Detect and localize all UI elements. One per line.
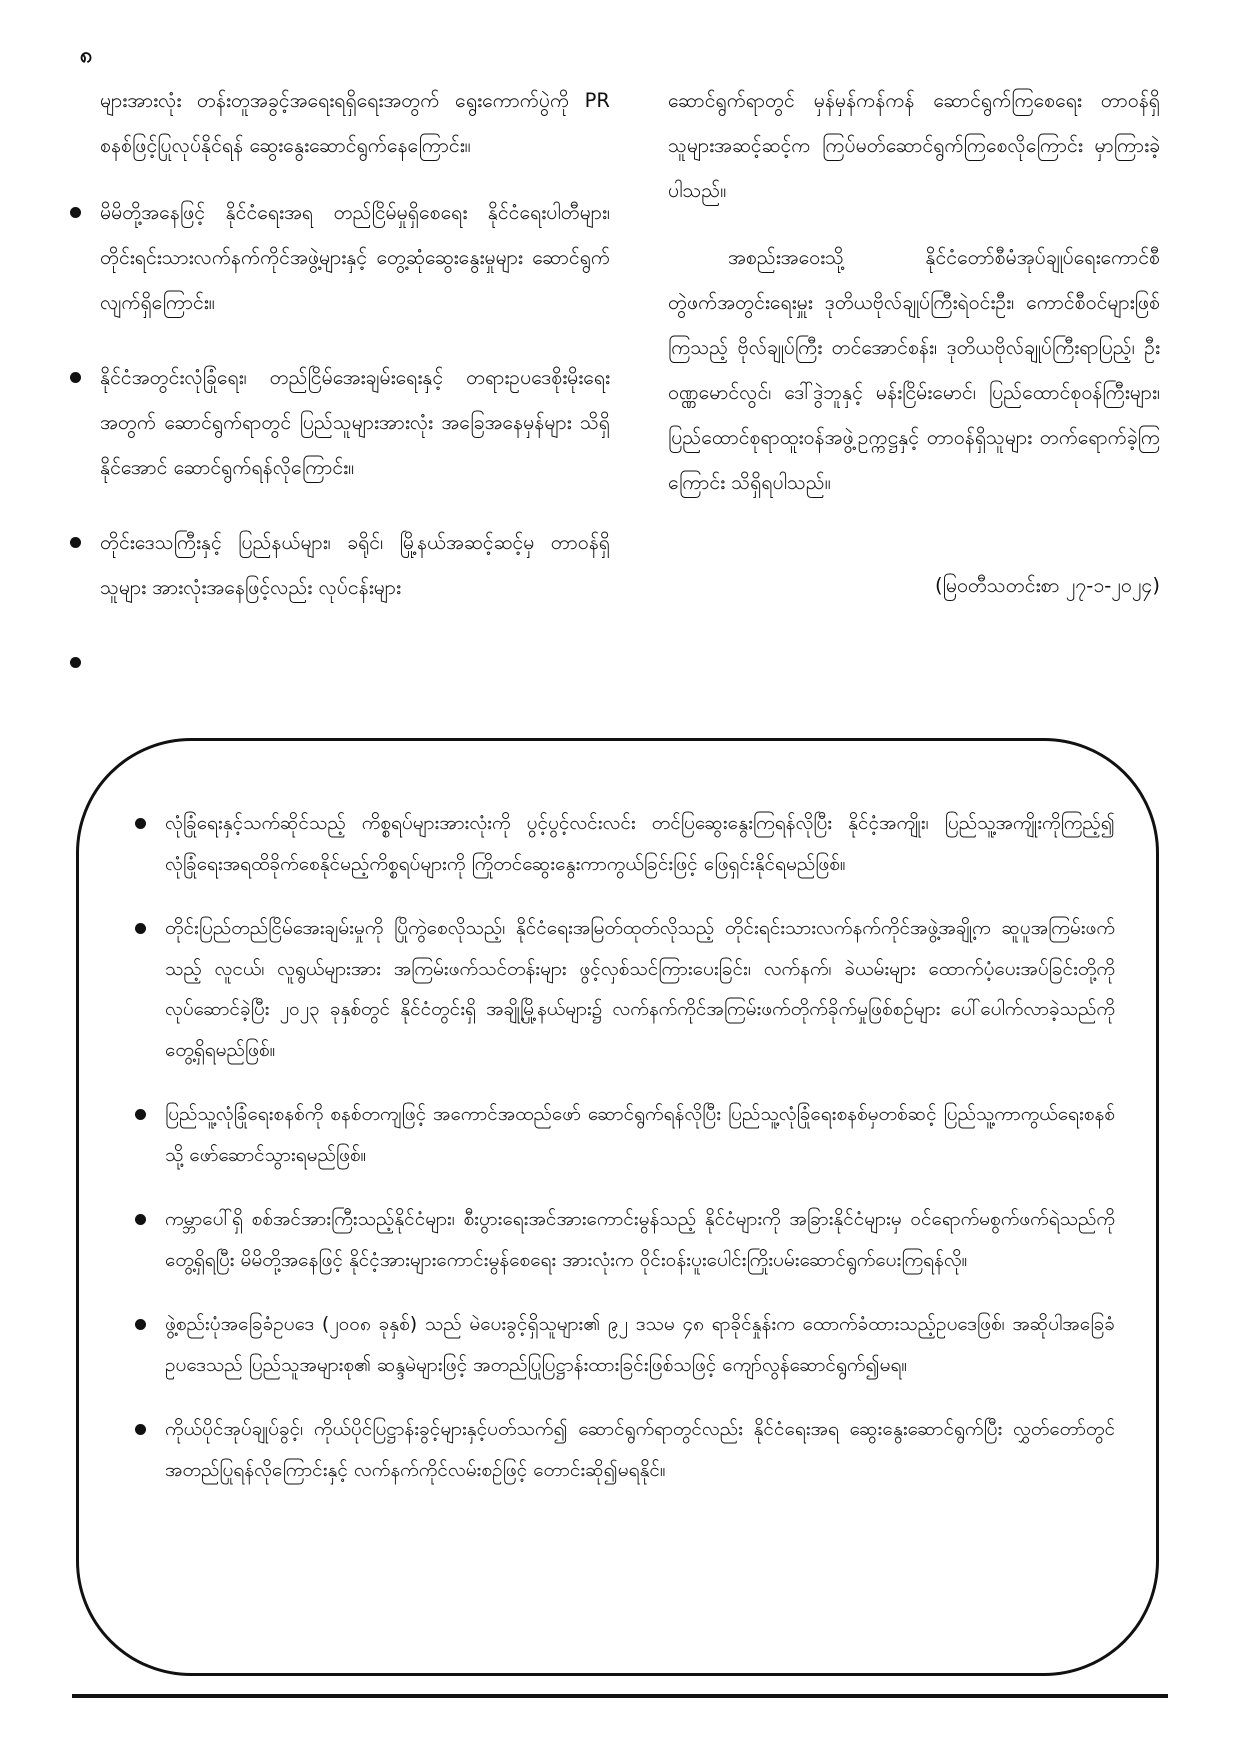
list-item (165, 1409, 1115, 1490)
list-item-text: ပြည်သူ့လုံခြုံရေးစနစ်ကို စနစ်တကျဖြင့် အကောင်အထည်ဖော် ဆောင်ရွက်ရန်လိုပြီး ပြည်သူ့လုံခြုံရေးစနစ်မှတစ်ဆင့် ပြည်သူ့ကာကွယ်ရေးစနစ်သို့ ဖော်ဆောင်သွားရမည်ဖြစ်။ (165, 1103, 1115, 1166)
right-column (668, 78, 1160, 630)
list-item-text: ကမ္ဘာပေါ်ရှိ စစ်အင်အားကြီးသည့်နိုင်ငံများ၊ စီးပွားရေးအင်အားကောင်းမွန်သည့် နိုင်ငံများကို အခြားနိုင်ငံများမှ ဝင်ရောက်မစွက်ဖက်ရဲသည်ကို တွေ့ရှိရပြီး မိမိတို့အနေဖြင့် နိုင်ငံ့အားများကောင်းမွန်စေရေး အားလုံးက ဝိုင်းဝန်းပူးပေါင်းကြိုးပမ်းဆောင်ရွက်ပေးကြရန်လို။ (165, 1208, 1115, 1271)
bullet-dot-icon (70, 372, 81, 383)
bullet-dot-icon (70, 207, 81, 218)
attendance-paragraph: အစည်းအဝေးသို့ နိုင်ငံတော်စီမံအုပ်ချုပ်ရေးကောင်စီတွဲဖက်အတွင်းရေးမှူး ဒုတိယဗိုလ်ချုပ်ကြီးရဲဝင်းဦး၊ ကောင်စီဝင်များဖြစ်ကြသည့် ဗိုလ်ချုပ်ကြီး တင်အောင်စန်း၊ ဒုတိယဗိုလ်ချုပ်ကြီးရာပြည့်၊ ဦးဝဏ္ဏမောင်လွင်၊ ဒေါ်ဒွဲဘူနှင့် မန်းငြိမ်းမောင်၊ ပြည်ထောင်စုဝန်ကြီးများ၊ ပြည်ထောင်စုရာထူးဝန်အဖွဲ့ဥက္ကဋ္ဌနှင့် တာဝန်ရှိသူများ တက်ရောက်ခဲ့ကြကြောင်း သိရှိရပါသည်။ (668, 246, 1160, 494)
page-number: ၈ (80, 43, 93, 68)
bullet-dot-icon (135, 1109, 146, 1120)
right-continuation-text: ဆောင်ရွက်ရာတွင် မှန်မှန်ကန်ကန် ဆောင်ရွက်ကြစေရေး တာဝန်ရှိသူများအဆင့်ဆင့်က ကြပ်မတ်ဆောင်ရွက်ကြစေလိုကြောင်း မှာကြားခဲ့ပါသည်။ (668, 89, 1160, 202)
list-item (165, 803, 1115, 884)
bullet-dot-icon (135, 1319, 146, 1330)
footer-divider (72, 1694, 1168, 1698)
list-item (165, 1199, 1115, 1280)
list-item (100, 520, 610, 610)
list-item (100, 355, 610, 490)
list-item-text: တိုင်းဒေသကြီးနှင့် ပြည်နယ်များ၊ ခရိုင်၊ မြို့နယ်အဆင့်ဆင့်မှ တာဝန်ရှိသူများ အားလုံးအနေဖြင့်လည်း လုပ်ငန်းများ (100, 531, 610, 599)
bullet-dot-icon (70, 657, 81, 668)
summary-box (76, 738, 1159, 1676)
list-item-text: လုံခြုံရေးနှင့်သက်ဆိုင်သည့် ကိစ္စရပ်များအားလုံးကို ပွင့်ပွင့်လင်းလင်း တင်ပြဆွေးနွေးကြရန်လိုပြီး နိုင်ငံ့အကျိုး၊ ပြည်သူ့အကျိုးကိုကြည့်၍ လုံခြုံရေးအရထိခိုက်စေနိုင်မည့်ကိစ္စရပ်များကို ကြိုတင်ဆွေးနွေးကာကွယ်ခြင်းဖြင့် ဖြေရှင်းနိုင်ရမည်ဖြစ်။ (165, 812, 1115, 875)
source-citation: (မြဝတီသတင်းစာ ၂၇-၁-၂၀၂၄) (934, 574, 1160, 597)
list-item (165, 908, 1115, 1070)
left-column (100, 78, 610, 640)
list-item-text: ဖွဲ့စည်းပုံအခြေခံဥပဒေ (၂၀၀၈ ခုနှစ်) သည် မဲပေးခွင့်ရှိသူများ၏ ၉၂ ဒသမ ၄၈ ရာခိုင်နှုန်းက ထောက်ခံထားသည့်ဥပဒေဖြစ်၊ အဆိုပါအခြေခံဥပဒေသည် ပြည်သူအများစု၏ ဆန္ဒမဲများဖြင့် အတည်ပြုပြဋ္ဌာန်းထားခြင်းဖြစ်သဖြင့် ကျော်လွန်ဆောင်ရွက်၍မရ။ (165, 1313, 1115, 1376)
left-bullet-list (100, 190, 610, 610)
bullet-dot-icon (135, 923, 146, 934)
list-item-text: တိုင်းပြည်တည်ငြိမ်အေးချမ်းမှုကို ပြိုကွဲစေလိုသည့်၊ နိုင်ငံရေးအမြတ်ထုတ်လိုသည့် တိုင်းရင်းသားလက်နက်ကိုင်အဖွဲ့အချို့က ဆူပူအကြမ်းဖက်သည့် လူငယ်၊ လူရွယ်များအား အကြမ်းဖက်သင်တန်းများ ဖွင့်လှစ်သင်ကြားပေးခြင်း၊ လက်နက်၊ ခဲယမ်းများ ထောက်ပံ့ပေးအပ်ခြင်းတို့ကို လုပ်ဆောင်ခဲ့ပြီး ၂၀၂၃ ခုနှစ်တွင် နိုင်ငံတွင်းရှိ အချို့မြို့နယ်များ၌ လက်နက်ကိုင်အကြမ်းဖက်တိုက်ခိုက်မှုဖြစ်စဉ်များ ပေါ်ပေါက်လာခဲ့သည်ကို တွေ့ရှိရမည်ဖြစ်။ (165, 917, 1115, 1061)
list-item-text: ကိုယ်ပိုင်အုပ်ချုပ်ခွင့်၊ ကိုယ်ပိုင်ပြဋ္ဌာန်းခွင့်များနှင့်ပတ်သက်၍ ဆောင်ရွက်ရာတွင်လည်း နိုင်ငံရေးအရ ဆွေးနွေးဆောင်ရွက်ပြီး လွှတ်တော်တွင်အတည်ပြုရန်လိုကြောင်းနှင့် လက်နက်ကိုင်လမ်းစဉ်ဖြင့် တောင်းဆို၍မရနိုင်။ (165, 1418, 1115, 1481)
bullet-dot-icon (135, 1424, 146, 1435)
bullet-dot-icon (70, 537, 81, 548)
bullet-dot-icon (135, 818, 146, 829)
list-item (165, 1304, 1115, 1385)
list-item-text: မိမိတို့အနေဖြင့် နိုင်ငံရေးအရ တည်ငြိမ်မှုရှိစေရေး နိုင်ငံရေးပါတီများ၊ တိုင်းရင်းသားလက်နက်ကိုင်အဖွဲ့များနှင့် တွေ့ဆုံဆွေးနွေးမှုများ ဆောင်ရွက်လျက်ရှိကြောင်း။ (100, 201, 610, 314)
list-item (165, 1094, 1115, 1175)
list-item-text: နိုင်ငံအတွင်းလုံခြုံရေး၊ တည်ငြိမ်အေးချမ်းရေးနှင့် တရားဥပဒေစိုးမိုးရေးအတွက် ဆောင်ရွက်ရာတွင် ပြည်သူများအားလုံး အခြေအနေမှန်များ သိရှိနိုင်အောင် ဆောင်ရွက်ရန်လိုကြောင်း။ (100, 366, 610, 479)
box-bullet-list (165, 803, 1115, 1514)
bullet-dot-icon (135, 1214, 146, 1225)
list-item (100, 190, 610, 325)
left-continuation-text: များအားလုံး တန်းတူအခွင့်အရေးရရှိရေးအတွက် ရွေးကောက်ပွဲကို PR စနစ်ဖြင့်ပြုလုပ်နိုင်ရန် ဆွေးနွေးဆောင်ရွက်နေကြောင်း။ (100, 89, 610, 157)
